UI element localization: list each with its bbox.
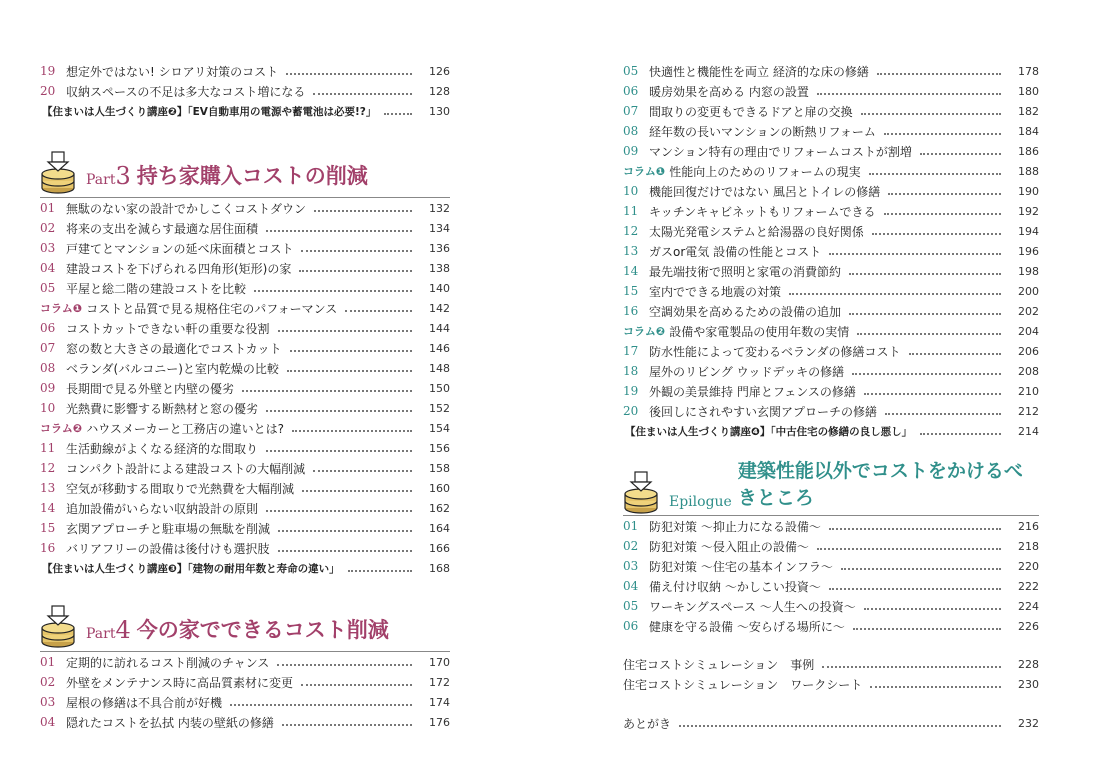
part-label: Part4 xyxy=(86,616,131,644)
entry-number: 03 xyxy=(40,695,56,709)
entry-title: 防犯対策 〜住宅の基本インフラ〜 xyxy=(649,559,833,574)
entry-title: 間取りの変更もできるドアと扉の交換 xyxy=(649,104,853,119)
entry-number: 09 xyxy=(623,144,639,158)
coin-stack-icon xyxy=(40,150,76,194)
toc-entry[interactable] xyxy=(623,361,1039,381)
entry-number: 12 xyxy=(623,224,639,238)
entry-page: 188 xyxy=(1018,164,1039,178)
part-title: 持ち家購入コストの削減 xyxy=(136,164,368,188)
entry-number: 06 xyxy=(623,84,639,98)
epilogue-title: 建築性能以外でコストをかけるべきところ xyxy=(737,460,1023,509)
entry-number: 20 xyxy=(40,84,56,98)
entry-number: 14 xyxy=(40,501,56,515)
entry-number: 09 xyxy=(40,381,56,395)
entry-title: ハウスメーカーと工務店の違いとは? xyxy=(86,421,284,436)
leader-dots xyxy=(909,353,1001,355)
toc-entry[interactable] xyxy=(623,596,1039,616)
entry-title: コストカットできない軒の重要な役割 xyxy=(66,321,270,336)
entry-title: 空気が移動する間取りで光熱費を大幅削減 xyxy=(66,481,295,496)
simulation-case-entry[interactable] xyxy=(623,654,1039,674)
epilogue-label: Epilogue xyxy=(669,494,732,510)
entry-title: 快適性と機能性を両立 経済的な床の修繕 xyxy=(649,64,869,79)
entry-page: 168 xyxy=(429,561,450,575)
leader-dots xyxy=(877,73,1001,75)
toc-entry[interactable] xyxy=(623,381,1039,401)
entry-page: 142 xyxy=(429,301,450,315)
leader-dots xyxy=(301,684,412,686)
entry-title: 【住まいは人生づくり講座❸】「建物の耐用年数と寿命の違い」 xyxy=(42,562,340,575)
toc-entry[interactable] xyxy=(40,378,450,398)
entry-page: 170 xyxy=(429,655,450,669)
entry-number: 05 xyxy=(40,281,56,295)
coin-stack-icon xyxy=(40,604,76,648)
entry-title: ベランダ(バルコニー)と室内乾燥の比較 xyxy=(66,361,279,376)
entry-number: 02 xyxy=(40,675,56,689)
entry-title: 収納スペースの不足は多大なコスト増になる xyxy=(66,84,306,99)
entry-title: 設備や家電製品の使用年数の実情 xyxy=(669,324,850,339)
lecture-entry[interactable] xyxy=(40,558,450,578)
leader-dots xyxy=(302,490,412,492)
entry-title: マンション特有の理由でリフォームコストが割増 xyxy=(649,144,912,159)
toc-entry[interactable] xyxy=(623,221,1039,241)
entry-title: 太陽光発電システムと給湯器の良好関係 xyxy=(649,224,864,239)
toc-entry[interactable] xyxy=(623,556,1039,576)
entry-title: ワーキングスペース 〜人生への投資〜 xyxy=(649,599,856,614)
entry-page: 136 xyxy=(429,241,450,255)
entry-number: 19 xyxy=(623,384,639,398)
entry-title: 窓の数と大きさの最適化でコストカット xyxy=(66,341,282,356)
toc-entry[interactable] xyxy=(40,498,450,518)
entry-page: 210 xyxy=(1018,384,1039,398)
leader-dots xyxy=(266,510,412,512)
toc-entry[interactable] xyxy=(623,241,1039,261)
entry-page: 186 xyxy=(1018,144,1039,158)
entry-title: コンパクト設計による建設コストの大幅削減 xyxy=(66,461,306,476)
entry-page: 148 xyxy=(429,361,450,375)
leader-dots xyxy=(861,113,1001,115)
leader-dots xyxy=(841,568,1001,570)
toc-entry[interactable] xyxy=(623,261,1039,281)
entry-number: 07 xyxy=(623,104,639,118)
entry-number: 07 xyxy=(40,341,56,355)
entry-number: 04 xyxy=(40,715,56,729)
toc-entry[interactable] xyxy=(40,692,450,712)
entry-page: 232 xyxy=(1018,716,1039,730)
entry-number: 11 xyxy=(40,441,56,455)
entry-page: 172 xyxy=(429,675,450,689)
leader-dots xyxy=(345,310,412,312)
leader-dots xyxy=(829,253,1001,255)
entry-page: 206 xyxy=(1018,344,1039,358)
entry-title: 追加設備がいらない収納設計の原則 xyxy=(66,501,259,516)
entry-title: ガスor電気 設備の性能とコスト xyxy=(649,244,822,259)
leader-dots xyxy=(885,413,1001,415)
entry-number: 03 xyxy=(40,241,56,255)
afterword-entry[interactable] xyxy=(623,713,1039,733)
leader-dots xyxy=(313,470,412,472)
entry-title: 性能向上のためのリフォームの現実 xyxy=(669,164,861,179)
entry-page: 134 xyxy=(429,221,450,235)
toc-entry[interactable] xyxy=(623,301,1039,321)
toc-entry[interactable] xyxy=(40,238,450,258)
toc-entry[interactable] xyxy=(40,458,450,478)
entry-title: あとがき xyxy=(623,716,672,731)
toc-entry[interactable] xyxy=(623,576,1039,596)
leader-dots xyxy=(817,548,1001,550)
toc-entry[interactable] xyxy=(623,536,1039,556)
entry-number: 06 xyxy=(623,619,639,633)
entry-title: 想定外ではない! シロアリ対策のコスト xyxy=(66,64,279,79)
entry-page: 138 xyxy=(429,261,450,275)
leader-dots xyxy=(853,628,1001,630)
leader-dots xyxy=(301,250,412,252)
toc-entry[interactable] xyxy=(623,281,1039,301)
entry-title: 室内でできる地震の対策 xyxy=(649,284,782,299)
entry-number: 16 xyxy=(40,541,56,555)
toc-entry[interactable] xyxy=(623,201,1039,221)
entry-number: 15 xyxy=(40,521,56,535)
toc-entry[interactable] xyxy=(40,61,450,81)
column-tag: コラム❶ xyxy=(623,165,666,178)
entry-number: 12 xyxy=(40,461,56,475)
entry-page: 224 xyxy=(1018,599,1039,613)
entry-title: 防犯対策 〜抑止力になる設備〜 xyxy=(649,519,821,534)
entry-page: 218 xyxy=(1018,539,1039,553)
entry-number: 15 xyxy=(623,284,639,298)
entry-number: 08 xyxy=(40,361,56,375)
entry-number: 18 xyxy=(623,364,639,378)
entry-title: 備え付け収納 〜かしこい投資〜 xyxy=(649,579,821,594)
entry-title: 外観の美景維持 門扉とフェンスの修繕 xyxy=(649,384,856,399)
entry-title: 【住まいは人生づくり講座❹】「中古住宅の修繕の良し悪し」 xyxy=(625,425,913,438)
entry-page: 132 xyxy=(429,201,450,215)
entry-title: 隠れたコストを払拭 内装の壁紙の修繕 xyxy=(66,715,274,730)
leader-dots xyxy=(278,550,412,552)
leader-dots xyxy=(314,210,412,212)
entry-title: 外壁をメンテナンス時に高品質素材に変更 xyxy=(66,675,294,690)
entry-page: 130 xyxy=(429,104,450,118)
entry-number: 03 xyxy=(623,559,639,573)
toc-entry[interactable] xyxy=(40,398,450,418)
column-entry[interactable] xyxy=(623,321,1039,341)
entry-title: 防水性能によって変わるベランダの修繕コスト xyxy=(649,344,901,359)
entry-number: 04 xyxy=(623,579,639,593)
leader-dots xyxy=(864,608,1001,610)
entry-page: 158 xyxy=(429,461,450,475)
leader-dots xyxy=(857,333,1001,335)
toc-entry[interactable] xyxy=(40,338,450,358)
leader-dots xyxy=(870,686,1001,688)
entry-page: 164 xyxy=(429,521,450,535)
leader-dots xyxy=(282,724,412,726)
leader-dots xyxy=(242,390,412,392)
entry-page: 198 xyxy=(1018,264,1039,278)
toc-entry[interactable] xyxy=(623,141,1039,161)
entry-title: 住宅コストシミュレーション ワークシート xyxy=(623,677,863,692)
leader-dots xyxy=(266,230,412,232)
toc-entry[interactable] xyxy=(623,61,1039,81)
entry-page: 226 xyxy=(1018,619,1039,633)
leader-dots xyxy=(872,233,1001,235)
entry-page: 182 xyxy=(1018,104,1039,118)
entry-page: 196 xyxy=(1018,244,1039,258)
entry-page: 174 xyxy=(429,695,450,709)
entry-title: 空調効果を高めるための設備の追加 xyxy=(649,304,842,319)
toc-entry[interactable] xyxy=(40,278,450,298)
leader-dots xyxy=(254,290,412,292)
entry-number: 20 xyxy=(623,404,639,418)
entry-number: 05 xyxy=(623,599,639,613)
entry-number: 02 xyxy=(623,539,639,553)
column-entry[interactable] xyxy=(40,418,450,438)
column-tag: コラム❷ xyxy=(40,422,83,435)
entry-title: コストと品質で見る規格住宅のパフォーマンス xyxy=(86,301,338,316)
entry-title: 経年数の長いマンションの断熱リフォーム xyxy=(649,124,876,139)
entry-page: 146 xyxy=(429,341,450,355)
entry-page: 216 xyxy=(1018,519,1039,533)
entry-page: 212 xyxy=(1018,404,1039,418)
leader-dots xyxy=(230,704,412,706)
entry-title: 光熱費に影響する断熱材と窓の優劣 xyxy=(66,401,259,416)
lecture-entry[interactable] xyxy=(623,421,1039,441)
part-title: 今の家でできるコスト削減 xyxy=(136,618,389,642)
entry-page: 202 xyxy=(1018,304,1039,318)
leader-dots xyxy=(278,530,412,532)
entry-title: 将来の支出を減らす最適な居住面積 xyxy=(66,221,259,236)
entry-number: 13 xyxy=(623,244,639,258)
column-entry[interactable] xyxy=(623,161,1039,181)
leader-dots xyxy=(884,133,1001,135)
entry-page: 154 xyxy=(429,421,450,435)
entry-number: 01 xyxy=(40,201,56,215)
leader-dots xyxy=(266,410,412,412)
leader-dots xyxy=(829,528,1001,530)
entry-page: 162 xyxy=(429,501,450,515)
entry-page: 166 xyxy=(429,541,450,555)
entry-number: 08 xyxy=(623,124,639,138)
toc-entry[interactable] xyxy=(40,198,450,218)
toc-entry[interactable] xyxy=(623,101,1039,121)
entry-title: 屋根の修繕は不具合前が好機 xyxy=(66,695,223,710)
entry-number: 19 xyxy=(40,64,56,78)
entry-page: 204 xyxy=(1018,324,1039,338)
entry-title: 最先端技術で照明と家電の消費節約 xyxy=(649,264,842,279)
entry-page: 126 xyxy=(429,64,450,78)
entry-page: 152 xyxy=(429,401,450,415)
entry-title: 長期間で見る外壁と内壁の優劣 xyxy=(66,381,235,396)
entry-page: 194 xyxy=(1018,224,1039,238)
entry-number: 04 xyxy=(40,261,56,275)
entry-page: 180 xyxy=(1018,84,1039,98)
entry-title: 生活動線がよくなる経済的な間取り xyxy=(66,441,259,456)
entry-number: 13 xyxy=(40,481,56,495)
entry-title: 機能回復だけではない 風呂とトイレの修繕 xyxy=(649,184,881,199)
entry-title: 後回しにされやすい玄関アプローチの修繕 xyxy=(649,404,878,419)
coin-stack-icon xyxy=(623,470,659,514)
entry-title: 玄関アプローチと駐車場の無駄を削減 xyxy=(66,521,271,536)
entry-number: 02 xyxy=(40,221,56,235)
entry-title: 防犯対策 〜侵入阻止の設備〜 xyxy=(649,539,809,554)
leader-dots xyxy=(789,293,1001,295)
toc-entry[interactable] xyxy=(40,518,450,538)
leader-dots xyxy=(920,433,1001,435)
leader-dots xyxy=(266,450,412,452)
toc-entry[interactable] xyxy=(623,401,1039,421)
entry-number: 01 xyxy=(40,655,56,669)
leader-dots xyxy=(849,273,1001,275)
leader-dots xyxy=(287,370,412,372)
leader-dots xyxy=(278,330,412,332)
entry-number: 17 xyxy=(623,344,639,358)
leader-dots xyxy=(884,213,1001,215)
entry-page: 176 xyxy=(429,715,450,729)
entry-page: 190 xyxy=(1018,184,1039,198)
toc-entry[interactable] xyxy=(623,121,1039,141)
entry-number: 10 xyxy=(40,401,56,415)
entry-page: 220 xyxy=(1018,559,1039,573)
leader-dots xyxy=(822,666,1001,668)
toc-entry[interactable] xyxy=(40,258,450,278)
entry-page: 184 xyxy=(1018,124,1039,138)
leader-dots xyxy=(852,373,1001,375)
column-entry[interactable] xyxy=(40,298,450,318)
toc-entry[interactable] xyxy=(40,652,450,672)
entry-page: 208 xyxy=(1018,364,1039,378)
toc-entry[interactable] xyxy=(40,438,450,458)
entry-page: 156 xyxy=(429,441,450,455)
leader-dots xyxy=(849,313,1001,315)
toc-entry[interactable] xyxy=(623,616,1039,636)
leader-dots xyxy=(290,350,412,352)
leader-dots xyxy=(292,430,412,432)
entry-number: 05 xyxy=(623,64,639,78)
part4-heading xyxy=(40,604,389,648)
entry-number: 16 xyxy=(623,304,639,318)
toc-entry[interactable] xyxy=(40,81,450,101)
entry-page: 222 xyxy=(1018,579,1039,593)
toc-entry[interactable] xyxy=(40,218,450,238)
entry-title: 健康を守る設備 〜安らげる場所に〜 xyxy=(649,619,845,634)
entry-number: 01 xyxy=(623,519,639,533)
entry-title: 住宅コストシミュレーション 事例 xyxy=(623,657,815,672)
leader-dots xyxy=(864,393,1001,395)
leader-dots xyxy=(679,725,1001,727)
lecture-entry[interactable] xyxy=(40,101,450,121)
entry-page: 150 xyxy=(429,381,450,395)
part-label: Part3 xyxy=(86,162,131,190)
leader-dots xyxy=(348,570,412,572)
entry-title: 屋外のリビング ウッドデッキの修繕 xyxy=(649,364,845,379)
entry-page: 192 xyxy=(1018,204,1039,218)
entry-page: 140 xyxy=(429,281,450,295)
entry-page: 214 xyxy=(1018,424,1039,438)
column-tag: コラム❷ xyxy=(623,325,666,338)
leader-dots xyxy=(869,173,1001,175)
entry-page: 144 xyxy=(429,321,450,335)
leader-dots xyxy=(829,588,1001,590)
entry-page: 178 xyxy=(1018,64,1039,78)
toc-entry[interactable] xyxy=(40,358,450,378)
entry-page: 200 xyxy=(1018,284,1039,298)
entry-title: 建設コストを下げられる四角形(矩形)の家 xyxy=(66,261,292,276)
leader-dots xyxy=(277,664,412,666)
toc-entry[interactable] xyxy=(40,478,450,498)
leader-dots xyxy=(299,270,412,272)
entry-page: 230 xyxy=(1018,677,1039,691)
entry-title: 暖房効果を高める 内窓の設置 xyxy=(649,84,809,99)
entry-number: 06 xyxy=(40,321,56,335)
toc-entry[interactable] xyxy=(623,81,1039,101)
toc-entry[interactable] xyxy=(40,318,450,338)
leader-dots xyxy=(384,113,412,115)
entry-title: 戸建てとマンションの延べ床面積とコスト xyxy=(66,241,294,256)
leader-dots xyxy=(920,153,1001,155)
entry-title: キッチンキャビネットもリフォームできる xyxy=(649,204,876,219)
simulation-worksheet-entry[interactable] xyxy=(623,674,1039,694)
part3-heading xyxy=(40,150,368,194)
entry-number: 10 xyxy=(623,184,639,198)
entry-title: バリアフリーの設備は後付けも選択肢 xyxy=(66,541,270,556)
epilogue-heading xyxy=(623,460,1039,514)
entry-title: 無駄のない家の設計でかしこくコストダウン xyxy=(66,201,307,216)
entry-title: 平屋と総二階の建設コストを比較 xyxy=(66,281,247,296)
toc-entry[interactable] xyxy=(40,538,450,558)
toc-entry[interactable] xyxy=(40,672,450,692)
column-tag: コラム❶ xyxy=(40,302,83,315)
leader-dots xyxy=(817,93,1001,95)
entry-number: 11 xyxy=(623,204,639,218)
entry-title: 【住まいは人生づくり講座❷】「EV自動車用の電源や蓄電池は必要!?」 xyxy=(42,105,377,118)
toc-entry[interactable] xyxy=(623,341,1039,361)
entry-number: 14 xyxy=(623,264,639,278)
leader-dots xyxy=(888,193,1001,195)
toc-entry[interactable] xyxy=(623,181,1039,201)
leader-dots xyxy=(313,93,412,95)
entry-page: 128 xyxy=(429,84,450,98)
toc-entry[interactable] xyxy=(623,516,1039,536)
entry-page: 228 xyxy=(1018,657,1039,671)
entry-title: 定期的に訪れるコスト削減のチャンス xyxy=(66,655,270,670)
entry-page: 160 xyxy=(429,481,450,495)
toc-entry[interactable] xyxy=(40,712,450,732)
leader-dots xyxy=(286,73,412,75)
